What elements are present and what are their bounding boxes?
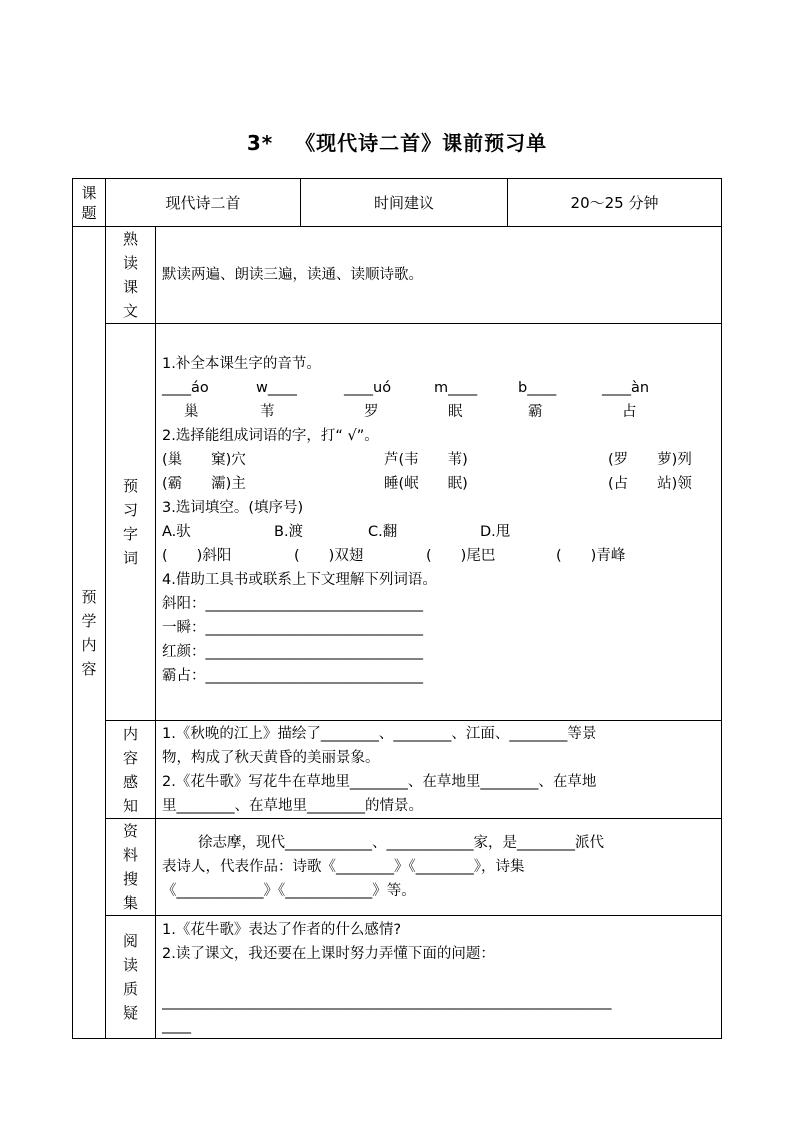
char-3: 罗	[364, 404, 379, 420]
perception-content	[156, 721, 722, 819]
reading-text: 默读两遍、朗读三遍，读通、读顺诗歌。	[162, 267, 423, 283]
q3-options-row	[162, 520, 715, 544]
questions-q1: 1.《花牛歌》表达了作者的什么感情?	[162, 922, 402, 938]
words-q1: 1.补全本课生字的音节。	[162, 356, 321, 372]
section-label: 预学内容	[81, 587, 97, 678]
q3-option: D.甩	[480, 524, 511, 540]
reading-label-cell	[106, 227, 156, 324]
q3-option: C.翻	[368, 524, 398, 540]
q2-option: 芦(韦 苇)	[384, 452, 468, 468]
header-row	[73, 179, 722, 227]
reading-row	[73, 227, 722, 324]
research-label-cell	[106, 819, 156, 916]
research-line: 徐志摩，现代____________、____________家，是________派代	[198, 835, 604, 851]
q3-blank: ( )尾巴	[426, 548, 496, 564]
header-label: 课题	[81, 183, 97, 222]
char-6: 占	[622, 404, 637, 420]
words-row	[73, 324, 722, 721]
perception-line: 2.《花牛歌》写花牛在草地里________、在草地里________、在草地	[162, 773, 597, 790]
reading-content	[156, 227, 722, 324]
q2-option: (占 站)领	[608, 476, 692, 492]
q2-option: 睡(岷 眠)	[384, 476, 468, 492]
char-1: 巢	[184, 404, 199, 420]
pinyin-5: b____	[518, 380, 557, 396]
questions-row	[73, 916, 722, 1039]
preview-sheet-table	[72, 178, 722, 1039]
q2-row-2	[162, 472, 715, 496]
research-content	[156, 819, 722, 916]
pinyin-4: m____	[434, 380, 478, 396]
q3-blank: ( )斜阳	[162, 548, 232, 564]
q2-option: (巢 窠)穴	[162, 452, 246, 468]
questions-label-cell	[106, 916, 156, 1039]
questions-label: 阅读质疑	[122, 932, 138, 1022]
q2-row-1	[162, 448, 715, 472]
q2-option: (霸 灞)主	[162, 476, 246, 492]
perception-label: 内容感知	[122, 724, 138, 815]
pinyin-3: ____uó	[344, 380, 392, 396]
q2-option: (罗 萝)列	[608, 452, 692, 468]
pinyin-1: ____áo	[162, 380, 209, 396]
perception-line: 里________、在草地里________的情景。	[162, 797, 423, 814]
pinyin-6: ____àn	[602, 380, 650, 396]
answer-line: ____	[162, 1018, 191, 1034]
q4-item: 一瞬：______________________________	[162, 620, 423, 636]
q3-blank: ( )双翅	[294, 548, 364, 564]
q3-option: A.驮	[162, 524, 191, 540]
words-label-cell	[106, 324, 156, 721]
time-label: 时间建议	[301, 179, 508, 227]
q4-item: 红颜：______________________________	[162, 644, 423, 660]
words-q2: 2.选择能组成词语的字，打“ √”。	[162, 428, 379, 444]
title-text: 《现代诗二首》课前预习单	[295, 131, 548, 155]
pinyin-row	[162, 376, 715, 400]
q3-blanks-row	[162, 544, 715, 568]
char-5: 霸	[528, 404, 543, 420]
answer-line: ______________________________________________________________	[162, 994, 612, 1010]
page-title	[0, 127, 794, 156]
q4-item: 斜阳：______________________________	[162, 596, 423, 612]
words-q3: 3.选词填空。(填序号)	[162, 500, 304, 516]
q4-item: 霸占：______________________________	[162, 668, 423, 684]
perception-row	[73, 721, 722, 819]
questions-q2: 2.读了课文，我还要在上课时努力弄懂下面的问题：	[162, 946, 495, 962]
questions-content	[156, 916, 722, 1039]
research-label: 资料搜集	[122, 822, 138, 912]
time-value: 20～25 分钟	[508, 179, 722, 227]
perception-label-cell	[106, 721, 156, 819]
lesson-name: 现代诗二首	[106, 179, 301, 227]
perception-line: 物，构成了秋天黄昏的美丽景象。	[162, 749, 380, 766]
reading-label: 熟读课文	[122, 230, 138, 320]
words-label: 预习字词	[122, 477, 138, 567]
spacer	[162, 966, 715, 990]
char-4: 眠	[448, 404, 463, 420]
q3-blank: ( )青峰	[556, 548, 626, 564]
char-2: 苇	[260, 404, 275, 420]
research-row	[73, 819, 722, 916]
research-line: 表诗人，代表作品：诗歌《________》《________》，诗集	[162, 859, 525, 875]
q3-option: B.渡	[274, 524, 304, 540]
pinyin-2: w____	[256, 380, 297, 396]
lesson-number: 3*	[246, 131, 274, 155]
char-row	[162, 400, 715, 424]
perception-line: 1.《秋晚的江上》描绘了________、________、江面、________等景	[162, 725, 597, 742]
words-q4: 4.借助工具书或联系上下文理解下列词语。	[162, 572, 437, 588]
section-label-cell	[73, 227, 106, 1039]
research-line: 《____________》《____________》等。	[162, 883, 416, 899]
header-label-cell	[73, 179, 106, 227]
words-content	[156, 324, 722, 721]
